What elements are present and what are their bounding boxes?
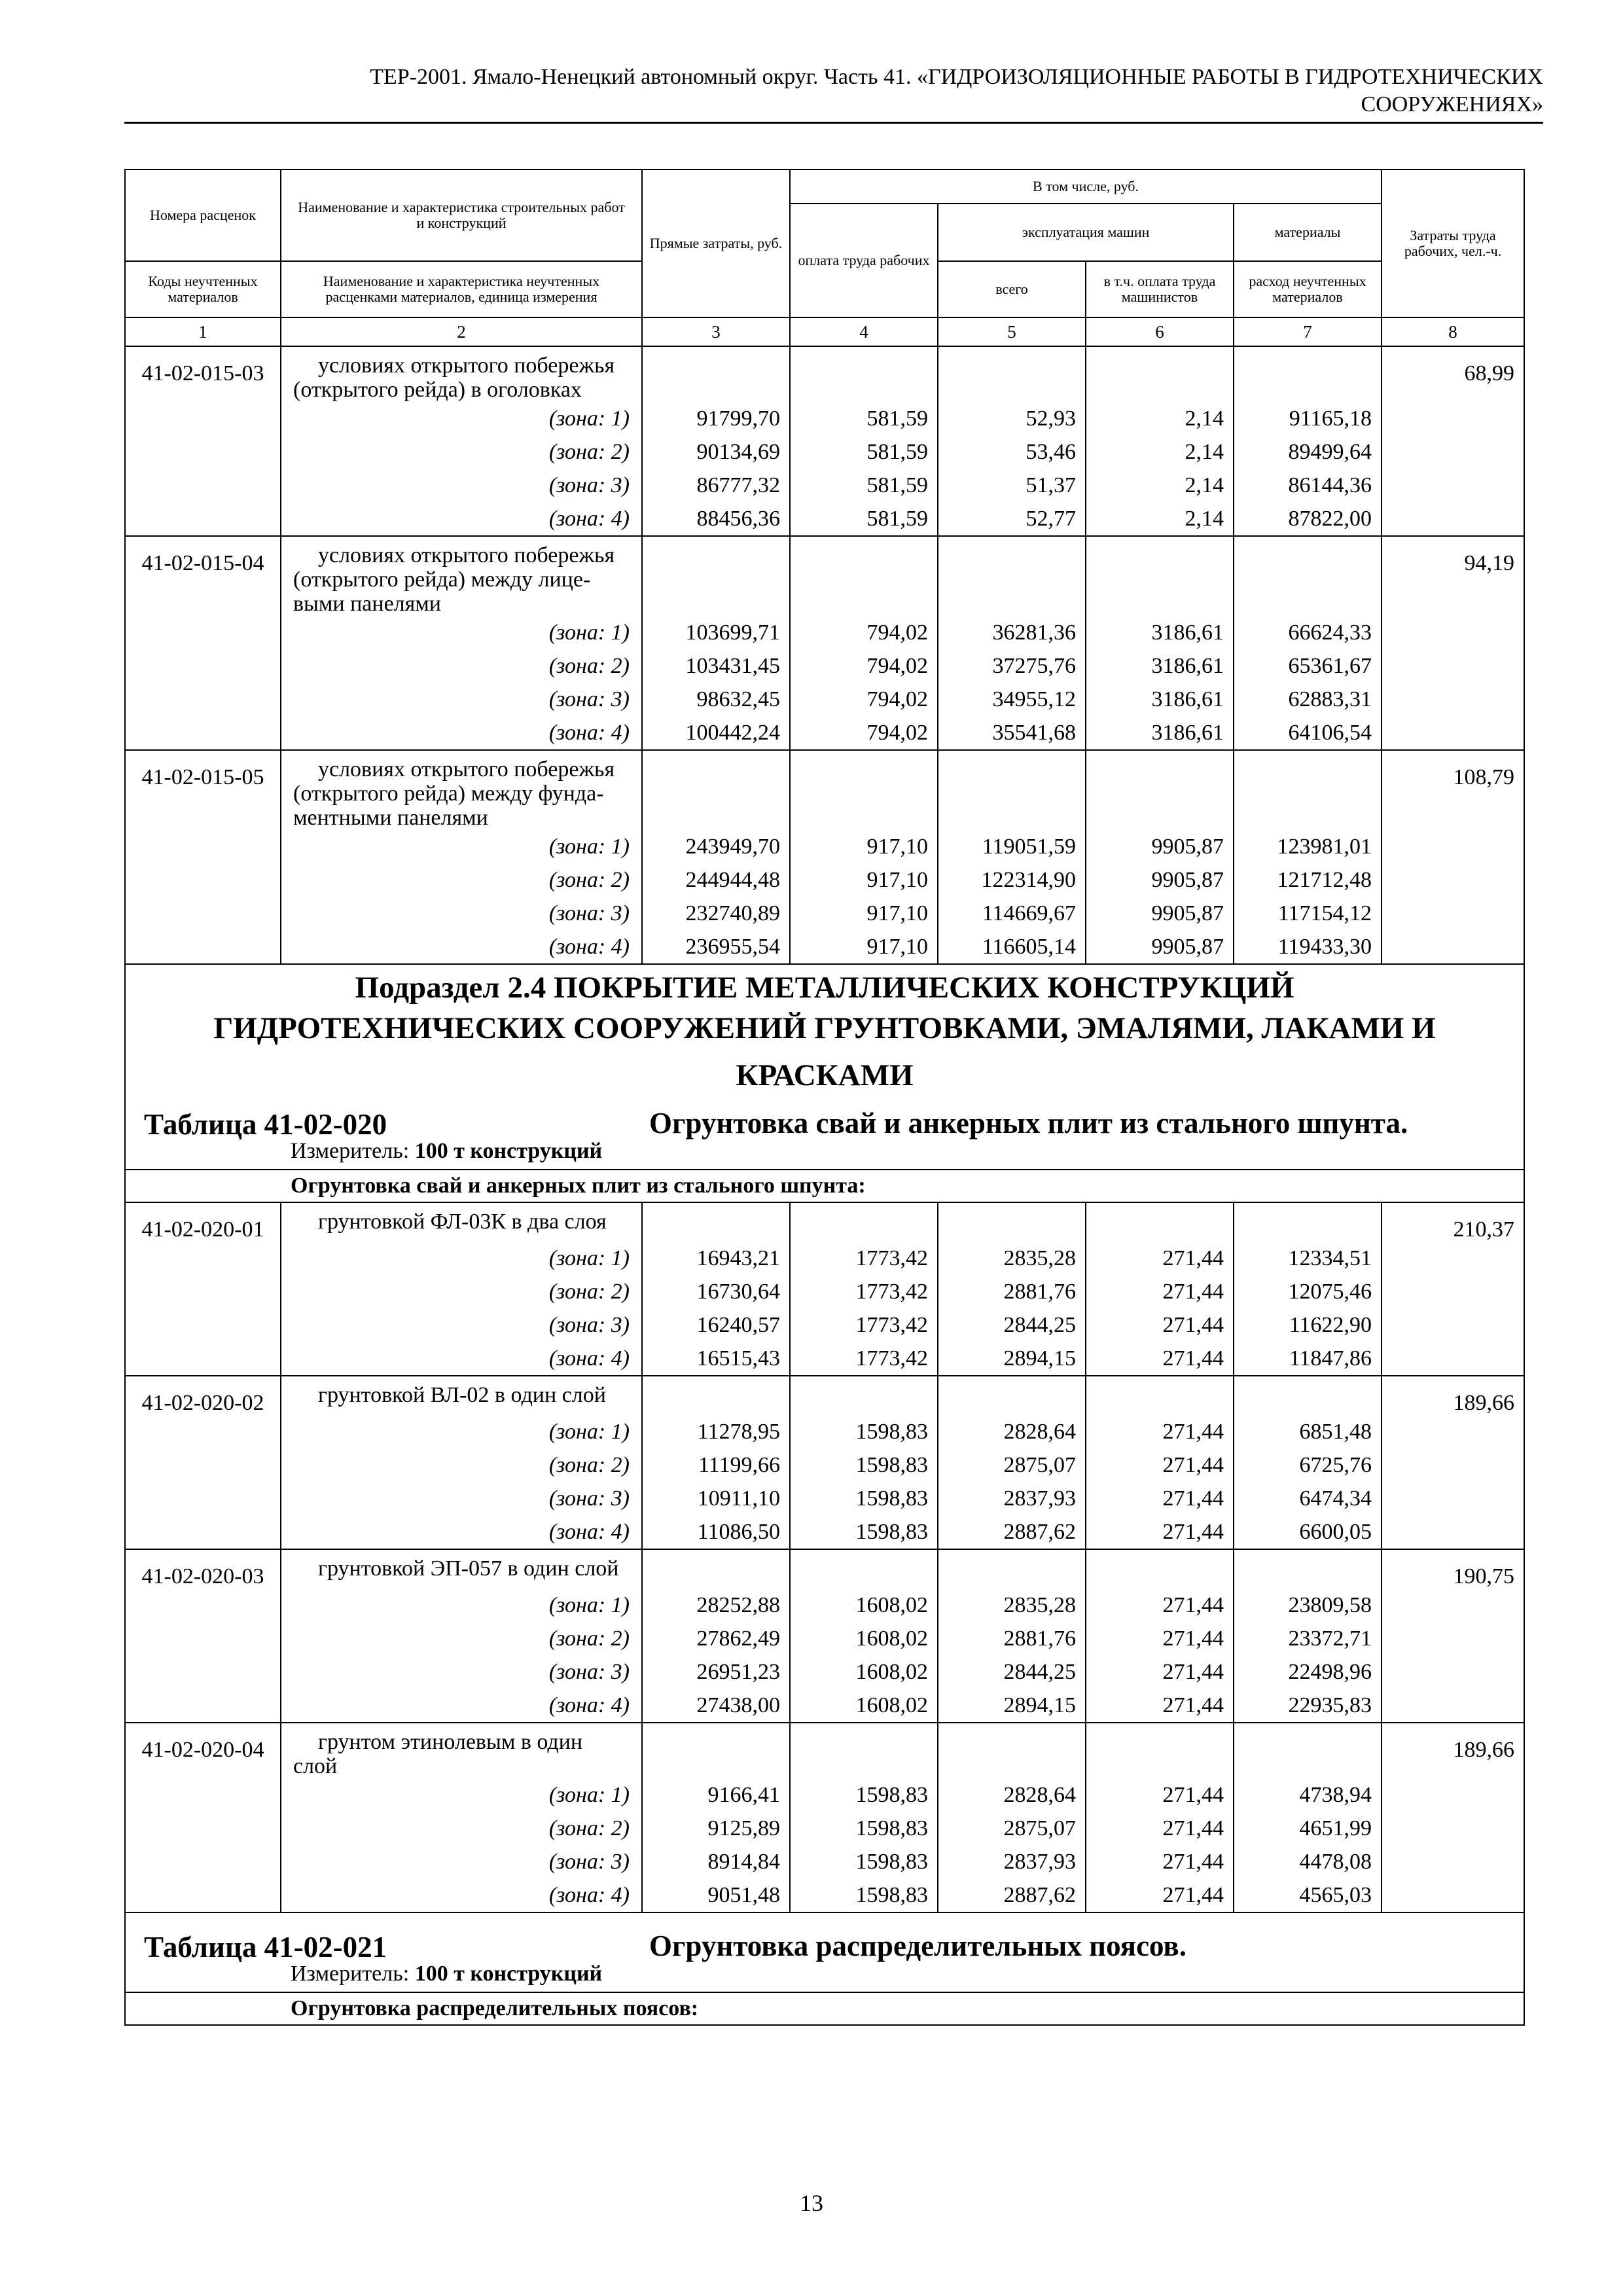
zone-value: 6600,05 xyxy=(1234,1515,1382,1549)
description-line: (открытого рейда) между лице- xyxy=(293,567,591,592)
zone-row xyxy=(125,469,1524,502)
zone-value: 114669,67 xyxy=(938,897,1086,930)
zone-value: 88456,36 xyxy=(642,502,790,536)
zone-value: 271,44 xyxy=(1086,1778,1234,1812)
rate-row xyxy=(125,1549,1524,1588)
table-heading-row xyxy=(125,1107,1524,1170)
zone-row xyxy=(125,649,1524,683)
th-machines-total: всего xyxy=(938,261,1086,317)
rate-code: 41-02-015-05 xyxy=(125,750,281,830)
zone-label: (зона: 3) xyxy=(281,1482,642,1515)
zone-value: 64106,54 xyxy=(1234,716,1382,750)
zone-label: (зона: 2) xyxy=(281,1812,642,1845)
zone-value: 1773,42 xyxy=(790,1275,938,1308)
rate-description xyxy=(281,750,642,830)
table-subtitle: Огрунтовка распределительных поясов: xyxy=(125,1992,1524,2025)
th-work-name: Наименование и характеристика строительных работ и конструкций xyxy=(281,170,642,261)
table-title: Огрунтовка свай и анкерных плит из стального шпунта. xyxy=(649,1107,1408,1139)
zone-value: 1608,02 xyxy=(790,1588,938,1622)
table-heading xyxy=(126,1107,1524,1139)
labor-value: 210,37 xyxy=(1382,1202,1524,1242)
zone-label: (зона: 3) xyxy=(281,1845,642,1878)
zone-value: 3186,61 xyxy=(1086,649,1234,683)
rate-row xyxy=(125,1376,1524,1415)
zone-label: (зона: 3) xyxy=(281,1655,642,1689)
description-line: условиях открытого побережья xyxy=(318,543,615,567)
zone-row xyxy=(125,1778,1524,1812)
zone-value: 9905,87 xyxy=(1086,830,1234,863)
th-workers-pay: оплата труда рабочих xyxy=(790,204,938,317)
zone-value: 103431,45 xyxy=(642,649,790,683)
zone-value: 271,44 xyxy=(1086,1812,1234,1845)
th-including: В том числе, руб. xyxy=(790,170,1382,204)
price-table-wrapper xyxy=(124,169,1525,2026)
measure-unit xyxy=(291,1962,1524,1986)
zone-value: 123981,01 xyxy=(1234,830,1382,863)
zone-row xyxy=(125,716,1524,750)
zone-label: (зона: 3) xyxy=(281,897,642,930)
zone-value: 35541,68 xyxy=(938,716,1086,750)
subtitle-row xyxy=(125,1992,1524,2025)
rate-code: 41-02-015-04 xyxy=(125,536,281,616)
zone-row xyxy=(125,435,1524,469)
col-number: 7 xyxy=(1234,317,1382,346)
zone-value: 4565,03 xyxy=(1234,1878,1382,1912)
zone-value: 2844,25 xyxy=(938,1308,1086,1342)
zone-value: 1773,42 xyxy=(790,1342,938,1376)
zone-label: (зона: 1) xyxy=(281,1588,642,1622)
zone-value: 2887,62 xyxy=(938,1878,1086,1912)
measure-label: Измеритель: xyxy=(291,1962,415,1986)
zone-row xyxy=(125,1308,1524,1342)
zone-value: 9905,87 xyxy=(1086,863,1234,897)
zone-value: 1608,02 xyxy=(790,1655,938,1689)
zone-row xyxy=(125,683,1524,716)
zone-label: (зона: 2) xyxy=(281,1622,642,1655)
zone-row xyxy=(125,1588,1524,1622)
zone-row xyxy=(125,930,1524,964)
zone-value: 26951,23 xyxy=(642,1655,790,1689)
th-unaccounted-materials: расход неучтенных материалов xyxy=(1234,261,1382,317)
zone-label: (зона: 4) xyxy=(281,1689,642,1723)
th-material-codes: Коды неучтенных материалов xyxy=(125,261,281,317)
zone-row xyxy=(125,897,1524,930)
zone-value: 52,93 xyxy=(938,402,1086,435)
zone-value: 1773,42 xyxy=(790,1308,938,1342)
col-number: 3 xyxy=(642,317,790,346)
measure-value: 100 т конструкций xyxy=(414,1962,603,1986)
th-material-names: Наименование и характеристика неучтенных расценками материалов, единица измерения xyxy=(281,261,642,317)
zone-value: 12075,46 xyxy=(1234,1275,1382,1308)
description-line: грунтом этинолевым в один xyxy=(318,1730,583,1754)
table-number: Таблица 41-02-020 xyxy=(144,1108,387,1141)
zone-label: (зона: 2) xyxy=(281,435,642,469)
section-row xyxy=(125,964,1524,1107)
zone-value: 100442,24 xyxy=(642,716,790,750)
description-line: грунтовкой ЭП-057 в один слой xyxy=(318,1556,619,1581)
description-line: выми панелями xyxy=(293,592,441,616)
zone-value: 23809,58 xyxy=(1234,1588,1382,1622)
zone-label: (зона: 4) xyxy=(281,930,642,964)
zone-row xyxy=(125,1845,1524,1878)
col-number: 8 xyxy=(1382,317,1524,346)
labor-value: 94,19 xyxy=(1382,536,1524,616)
zone-value: 103699,71 xyxy=(642,616,790,649)
zone-value: 1598,83 xyxy=(790,1878,938,1912)
zone-value: 2875,07 xyxy=(938,1812,1086,1845)
th-direct-costs: Прямые затраты, руб. xyxy=(642,170,790,317)
zone-value: 53,46 xyxy=(938,435,1086,469)
th-rate-numbers: Номера расценок xyxy=(125,170,281,261)
zone-row xyxy=(125,1689,1524,1723)
zone-value: 22498,96 xyxy=(1234,1655,1382,1689)
zone-value: 236955,54 xyxy=(642,930,790,964)
rate-description xyxy=(281,1202,642,1242)
zone-value: 271,44 xyxy=(1086,1689,1234,1723)
zone-value: 794,02 xyxy=(790,649,938,683)
description-line: грунтовкой ФЛ-03К в два слоя xyxy=(318,1210,607,1234)
zone-value: 6851,48 xyxy=(1234,1415,1382,1448)
description-line: условиях открытого побережья xyxy=(318,353,615,378)
zone-label: (зона: 3) xyxy=(281,469,642,502)
zone-value: 3186,61 xyxy=(1086,683,1234,716)
zone-label: (зона: 2) xyxy=(281,649,642,683)
section-title-line: КРАСКАМИ xyxy=(736,1058,914,1092)
th-machines: эксплуатация машин xyxy=(938,204,1234,261)
labor-value: 189,66 xyxy=(1382,1723,1524,1778)
zone-value: 117154,12 xyxy=(1234,897,1382,930)
description-line: слой xyxy=(293,1754,338,1778)
zone-row xyxy=(125,1515,1524,1549)
description-line: (открытого рейда) между фунда- xyxy=(293,781,604,806)
zone-value: 98632,45 xyxy=(642,683,790,716)
zone-value: 2,14 xyxy=(1086,435,1234,469)
zone-label: (зона: 4) xyxy=(281,1878,642,1912)
zone-value: 2887,62 xyxy=(938,1515,1086,1549)
zone-value: 1608,02 xyxy=(790,1689,938,1723)
zone-label: (зона: 4) xyxy=(281,1342,642,1376)
zone-value: 122314,90 xyxy=(938,863,1086,897)
zone-value: 11622,90 xyxy=(1234,1308,1382,1342)
col-number: 6 xyxy=(1086,317,1234,346)
description-line: ментными панелями xyxy=(293,806,488,830)
rate-row xyxy=(125,750,1524,830)
zone-value: 11199,66 xyxy=(642,1448,790,1482)
zone-value: 16515,43 xyxy=(642,1342,790,1376)
zone-label: (зона: 1) xyxy=(281,1778,642,1812)
zone-value: 89499,64 xyxy=(1234,435,1382,469)
zone-value: 2,14 xyxy=(1086,469,1234,502)
zone-label: (зона: 1) xyxy=(281,1242,642,1275)
zone-value: 9905,87 xyxy=(1086,930,1234,964)
zone-value: 119051,59 xyxy=(938,830,1086,863)
zone-value: 917,10 xyxy=(790,897,938,930)
zone-value: 1598,83 xyxy=(790,1482,938,1515)
zone-value: 16730,64 xyxy=(642,1275,790,1308)
zone-value: 243949,70 xyxy=(642,830,790,863)
rate-row xyxy=(125,346,1524,402)
zone-value: 4738,94 xyxy=(1234,1778,1382,1812)
zone-row xyxy=(125,863,1524,897)
zone-value: 917,10 xyxy=(790,930,938,964)
labor-value: 68,99 xyxy=(1382,346,1524,402)
zone-value: 51,37 xyxy=(938,469,1086,502)
zone-label: (зона: 4) xyxy=(281,502,642,536)
zone-value: 794,02 xyxy=(790,616,938,649)
rate-code: 41-02-020-03 xyxy=(125,1549,281,1588)
description-line: грунтовкой ВЛ-02 в один слой xyxy=(318,1383,606,1407)
zone-value: 581,59 xyxy=(790,502,938,536)
table-heading-row xyxy=(125,1912,1524,1992)
rate-description xyxy=(281,1376,642,1415)
description-line: условиях открытого побережья xyxy=(318,757,615,781)
zone-value: 1773,42 xyxy=(790,1242,938,1275)
zone-value: 22935,83 xyxy=(1234,1689,1382,1723)
price-table xyxy=(124,169,1525,2026)
zone-label: (зона: 4) xyxy=(281,1515,642,1549)
zone-value: 2828,64 xyxy=(938,1415,1086,1448)
zone-value: 119433,30 xyxy=(1234,930,1382,964)
zone-value: 917,10 xyxy=(790,863,938,897)
zone-row xyxy=(125,1415,1524,1448)
rate-code: 41-02-020-04 xyxy=(125,1723,281,1778)
zone-value: 2,14 xyxy=(1086,402,1234,435)
zone-value: 1598,83 xyxy=(790,1812,938,1845)
zone-value: 6725,76 xyxy=(1234,1448,1382,1482)
zone-row xyxy=(125,1242,1524,1275)
zone-value: 9166,41 xyxy=(642,1778,790,1812)
zone-label: (зона: 1) xyxy=(281,616,642,649)
rate-row xyxy=(125,536,1524,616)
zone-value: 11847,86 xyxy=(1234,1342,1382,1376)
zone-value: 87822,00 xyxy=(1234,502,1382,536)
zone-value: 4478,08 xyxy=(1234,1845,1382,1878)
rate-description xyxy=(281,1549,642,1588)
zone-value: 271,44 xyxy=(1086,1242,1234,1275)
zone-row xyxy=(125,502,1524,536)
zone-value: 27438,00 xyxy=(642,1689,790,1723)
zone-row xyxy=(125,830,1524,863)
zone-value: 2875,07 xyxy=(938,1448,1086,1482)
zone-value: 2835,28 xyxy=(938,1242,1086,1275)
zone-label: (зона: 3) xyxy=(281,683,642,716)
table-number: Таблица 41-02-021 xyxy=(144,1931,387,1964)
rate-description xyxy=(281,1723,642,1778)
zone-value: 271,44 xyxy=(1086,1275,1234,1308)
zone-value: 271,44 xyxy=(1086,1588,1234,1622)
col-number: 4 xyxy=(790,317,938,346)
zone-value: 271,44 xyxy=(1086,1482,1234,1515)
zone-value: 10911,10 xyxy=(642,1482,790,1515)
header-line-1: ТЕР-2001. Ямало-Ненецкий автономный округ. Часть 41. «ГИДРОИЗОЛЯЦИОННЫЕ РАБОТЫ В ГИДРОТЕХНИЧЕСКИХ xyxy=(370,65,1543,89)
rate-description xyxy=(281,346,642,402)
zone-value: 28252,88 xyxy=(642,1588,790,1622)
zone-label: (зона: 1) xyxy=(281,1415,642,1448)
zone-label: (зона: 4) xyxy=(281,716,642,750)
zone-label: (зона: 2) xyxy=(281,1275,642,1308)
zone-label: (зона: 1) xyxy=(281,830,642,863)
zone-label: (зона: 2) xyxy=(281,1448,642,1482)
zone-value: 8914,84 xyxy=(642,1845,790,1878)
zone-value: 3186,61 xyxy=(1086,616,1234,649)
zone-value: 271,44 xyxy=(1086,1415,1234,1448)
zone-value: 9125,89 xyxy=(642,1812,790,1845)
zone-value: 271,44 xyxy=(1086,1515,1234,1549)
zone-value: 16240,57 xyxy=(642,1308,790,1342)
zone-value: 2837,93 xyxy=(938,1482,1086,1515)
zone-value: 66624,33 xyxy=(1234,616,1382,649)
zone-value: 271,44 xyxy=(1086,1655,1234,1689)
zone-value: 2881,76 xyxy=(938,1622,1086,1655)
zone-value: 2894,15 xyxy=(938,1342,1086,1376)
zone-value: 116605,14 xyxy=(938,930,1086,964)
labor-value: 190,75 xyxy=(1382,1549,1524,1588)
zone-value: 86777,32 xyxy=(642,469,790,502)
zone-value: 271,44 xyxy=(1086,1622,1234,1655)
zone-value: 271,44 xyxy=(1086,1448,1234,1482)
col-number: 2 xyxy=(281,317,642,346)
table-body xyxy=(125,170,1524,2025)
col-number: 1 xyxy=(125,317,281,346)
th-labor-costs: Затраты труда рабочих, чел.-ч. xyxy=(1382,170,1524,317)
rate-code: 41-02-020-02 xyxy=(125,1376,281,1415)
zone-value: 581,59 xyxy=(790,402,938,435)
rate-code: 41-02-015-03 xyxy=(125,346,281,402)
zone-row xyxy=(125,616,1524,649)
zone-value: 2,14 xyxy=(1086,502,1234,536)
zone-value: 1598,83 xyxy=(790,1415,938,1448)
zone-row xyxy=(125,1275,1524,1308)
zone-value: 16943,21 xyxy=(642,1242,790,1275)
zone-value: 2894,15 xyxy=(938,1689,1086,1723)
zone-value: 62883,31 xyxy=(1234,683,1382,716)
rate-code: 41-02-020-01 xyxy=(125,1202,281,1242)
measure-value: 100 т конструкций xyxy=(414,1139,603,1163)
zone-value: 4651,99 xyxy=(1234,1812,1382,1845)
zone-value: 794,02 xyxy=(790,683,938,716)
measure-label: Измеритель: xyxy=(291,1139,415,1163)
rate-row xyxy=(125,1723,1524,1778)
zone-value: 52,77 xyxy=(938,502,1086,536)
section-title xyxy=(126,967,1524,1096)
zone-value: 271,44 xyxy=(1086,1845,1234,1878)
labor-value: 108,79 xyxy=(1382,750,1524,830)
zone-row xyxy=(125,1622,1524,1655)
zone-row xyxy=(125,1342,1524,1376)
zone-row xyxy=(125,1482,1524,1515)
zone-value: 794,02 xyxy=(790,716,938,750)
zone-value: 9905,87 xyxy=(1086,897,1234,930)
labor-value: 189,66 xyxy=(1382,1376,1524,1415)
zone-value: 917,10 xyxy=(790,830,938,863)
rate-row xyxy=(125,1202,1524,1242)
zone-value: 86144,36 xyxy=(1234,469,1382,502)
rate-description xyxy=(281,536,642,616)
zone-value: 232740,89 xyxy=(642,897,790,930)
zone-value: 36281,36 xyxy=(938,616,1086,649)
zone-value: 1598,83 xyxy=(790,1448,938,1482)
zone-value: 1598,83 xyxy=(790,1845,938,1878)
th-materials: материалы xyxy=(1234,204,1382,261)
zone-value: 65361,67 xyxy=(1234,649,1382,683)
zone-value: 2837,93 xyxy=(938,1845,1086,1878)
zone-row xyxy=(125,1655,1524,1689)
zone-value: 11278,95 xyxy=(642,1415,790,1448)
zone-value: 2844,25 xyxy=(938,1655,1086,1689)
zone-value: 2828,64 xyxy=(938,1778,1086,1812)
section-title-line: Подраздел 2.4 ПОКРЫТИЕ МЕТАЛЛИЧЕСКИХ КОНСТРУКЦИЙ xyxy=(355,971,1294,1005)
page-header xyxy=(124,64,1543,124)
zone-value: 1608,02 xyxy=(790,1622,938,1655)
zone-value: 244944,48 xyxy=(642,863,790,897)
zone-row xyxy=(125,1448,1524,1482)
zone-value: 2835,28 xyxy=(938,1588,1086,1622)
zone-value: 6474,34 xyxy=(1234,1482,1382,1515)
measure-unit xyxy=(291,1139,1524,1164)
zone-value: 34955,12 xyxy=(938,683,1086,716)
zone-value: 91799,70 xyxy=(642,402,790,435)
zone-value: 1598,83 xyxy=(790,1515,938,1549)
subtitle-row xyxy=(125,1170,1524,1202)
page-number: 13 xyxy=(800,2190,823,2216)
zone-row xyxy=(125,402,1524,435)
table-heading xyxy=(126,1930,1524,1962)
zone-value: 37275,76 xyxy=(938,649,1086,683)
description-line: (открытого рейда) в оголовках xyxy=(293,378,582,402)
table-title: Огрунтовка распределительных поясов. xyxy=(649,1929,1186,1962)
zone-value: 11086,50 xyxy=(642,1515,790,1549)
section-title-line: ГИДРОТЕХНИЧЕСКИХ СООРУЖЕНИЙ ГРУНТОВКАМИ, ЭМАЛЯМИ, ЛАКАМИ И xyxy=(213,1011,1436,1045)
zone-value: 90134,69 xyxy=(642,435,790,469)
zone-label: (зона: 2) xyxy=(281,863,642,897)
zone-value: 271,44 xyxy=(1086,1878,1234,1912)
zone-value: 1598,83 xyxy=(790,1778,938,1812)
zone-value: 581,59 xyxy=(790,469,938,502)
zone-value: 9051,48 xyxy=(642,1878,790,1912)
zone-row xyxy=(125,1812,1524,1845)
zone-value: 581,59 xyxy=(790,435,938,469)
zone-value: 271,44 xyxy=(1086,1342,1234,1376)
zone-label: (зона: 3) xyxy=(281,1308,642,1342)
zone-value: 3186,61 xyxy=(1086,716,1234,750)
zone-label: (зона: 1) xyxy=(281,402,642,435)
zone-value: 2881,76 xyxy=(938,1275,1086,1308)
table-subtitle: Огрунтовка свай и анкерных плит из стального шпунта: xyxy=(125,1170,1524,1202)
zone-value: 23372,71 xyxy=(1234,1622,1382,1655)
zone-value: 12334,51 xyxy=(1234,1242,1382,1275)
th-machinists-pay: в т.ч. оплата труда машинистов xyxy=(1086,261,1234,317)
zone-value: 121712,48 xyxy=(1234,863,1382,897)
zone-value: 91165,18 xyxy=(1234,402,1382,435)
col-number: 5 xyxy=(938,317,1086,346)
zone-value: 27862,49 xyxy=(642,1622,790,1655)
header-line-2: СООРУЖЕНИЯХ» xyxy=(1361,92,1543,117)
zone-row xyxy=(125,1878,1524,1912)
zone-value: 271,44 xyxy=(1086,1308,1234,1342)
